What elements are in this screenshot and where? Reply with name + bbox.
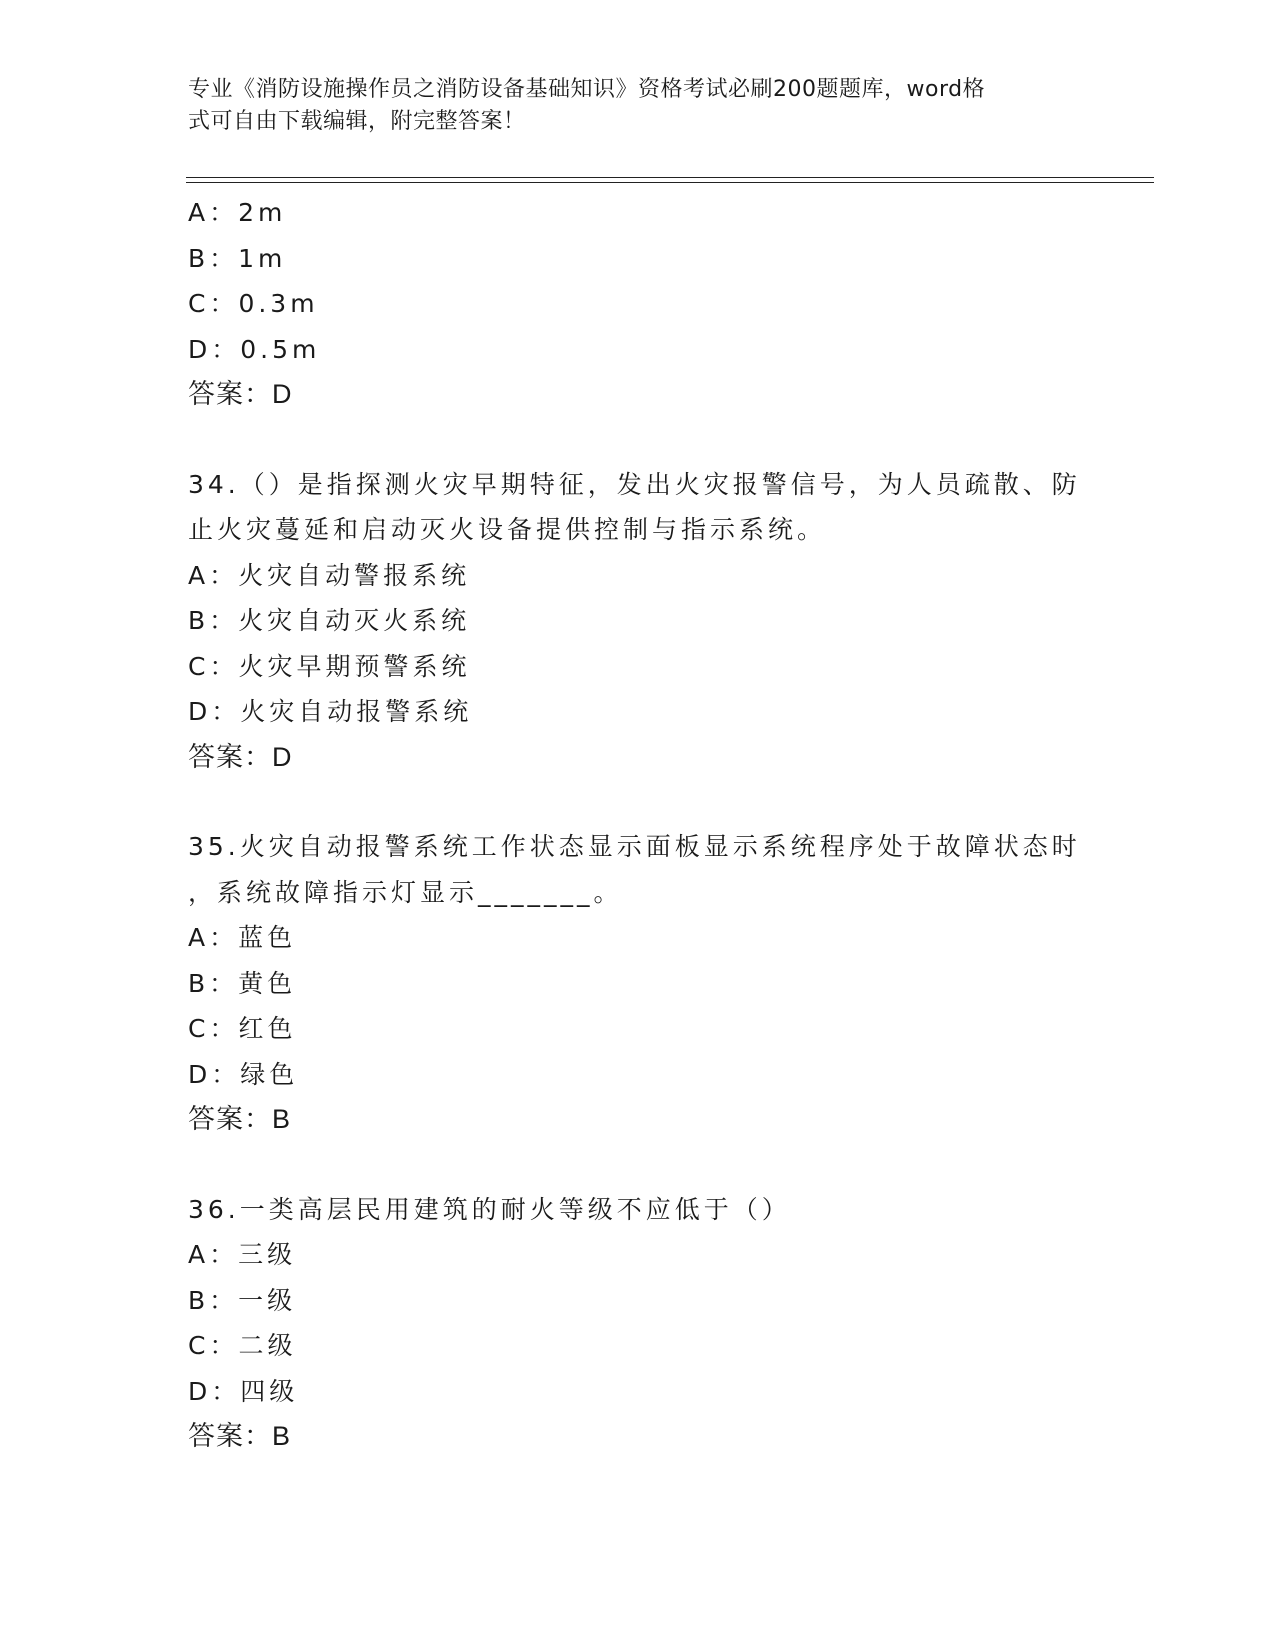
question-text-line-1: 34.（）是指探测火灾早期特征，发出火灾报警信号，为人员疏散、防 — [188, 469, 1081, 499]
question-36 — [188, 1187, 1088, 1460]
option-b: B：一级 — [188, 1285, 297, 1315]
question-list — [188, 190, 1088, 1460]
answer: 答案：D — [188, 379, 293, 409]
option-d: D：0.5m — [188, 334, 321, 364]
question-35 — [188, 824, 1088, 1143]
option-a: A：蓝色 — [188, 923, 297, 952]
option-b: B：1m — [188, 243, 287, 273]
option-a: A：2m — [188, 198, 287, 227]
answer: 答案：B — [188, 1104, 292, 1134]
option-a: A：火灾自动警报系统 — [188, 560, 471, 590]
question-text-line-2: ，系统故障指示灯显示_______。 — [188, 877, 623, 907]
option-c: C：二级 — [188, 1331, 297, 1360]
question-33-continued — [188, 190, 1088, 418]
option-c: C：0.3m — [188, 289, 319, 318]
question-text-line-1: 36.一类高层民用建筑的耐火等级不应低于（） — [188, 1194, 791, 1224]
option-c: C：红色 — [188, 1014, 297, 1043]
question-text-line-1: 35.火灾自动报警系统工作状态显示面板显示系统程序处于故障状态时 — [188, 832, 1081, 861]
option-b: B：火灾自动灭火系统 — [188, 606, 471, 635]
option-d: D：四级 — [188, 1376, 299, 1406]
header-divider-top — [186, 177, 1154, 178]
option-d: D：火灾自动报警系统 — [188, 697, 473, 726]
header-line-2: 式可自由下载编辑，附完整答案！ — [188, 109, 526, 134]
header-line-1: 专业《消防设施操作员之消防设备基础知识》资格考试必刷200题题库，word格 — [188, 77, 986, 102]
answer: 答案：D — [188, 741, 293, 772]
option-c: C：火灾早期预警系统 — [188, 651, 471, 681]
option-d: D：绿色 — [188, 1059, 299, 1089]
option-b: B：黄色 — [188, 968, 297, 998]
header-divider-bottom — [186, 182, 1154, 183]
question-34 — [188, 462, 1088, 781]
option-a: A：三级 — [188, 1240, 297, 1269]
answer: 答案：B — [188, 1421, 292, 1451]
document-header — [188, 74, 1068, 138]
question-text-line-2: 止火灾蔓延和启动灭火设备提供控制与指示系统。 — [188, 515, 827, 544]
